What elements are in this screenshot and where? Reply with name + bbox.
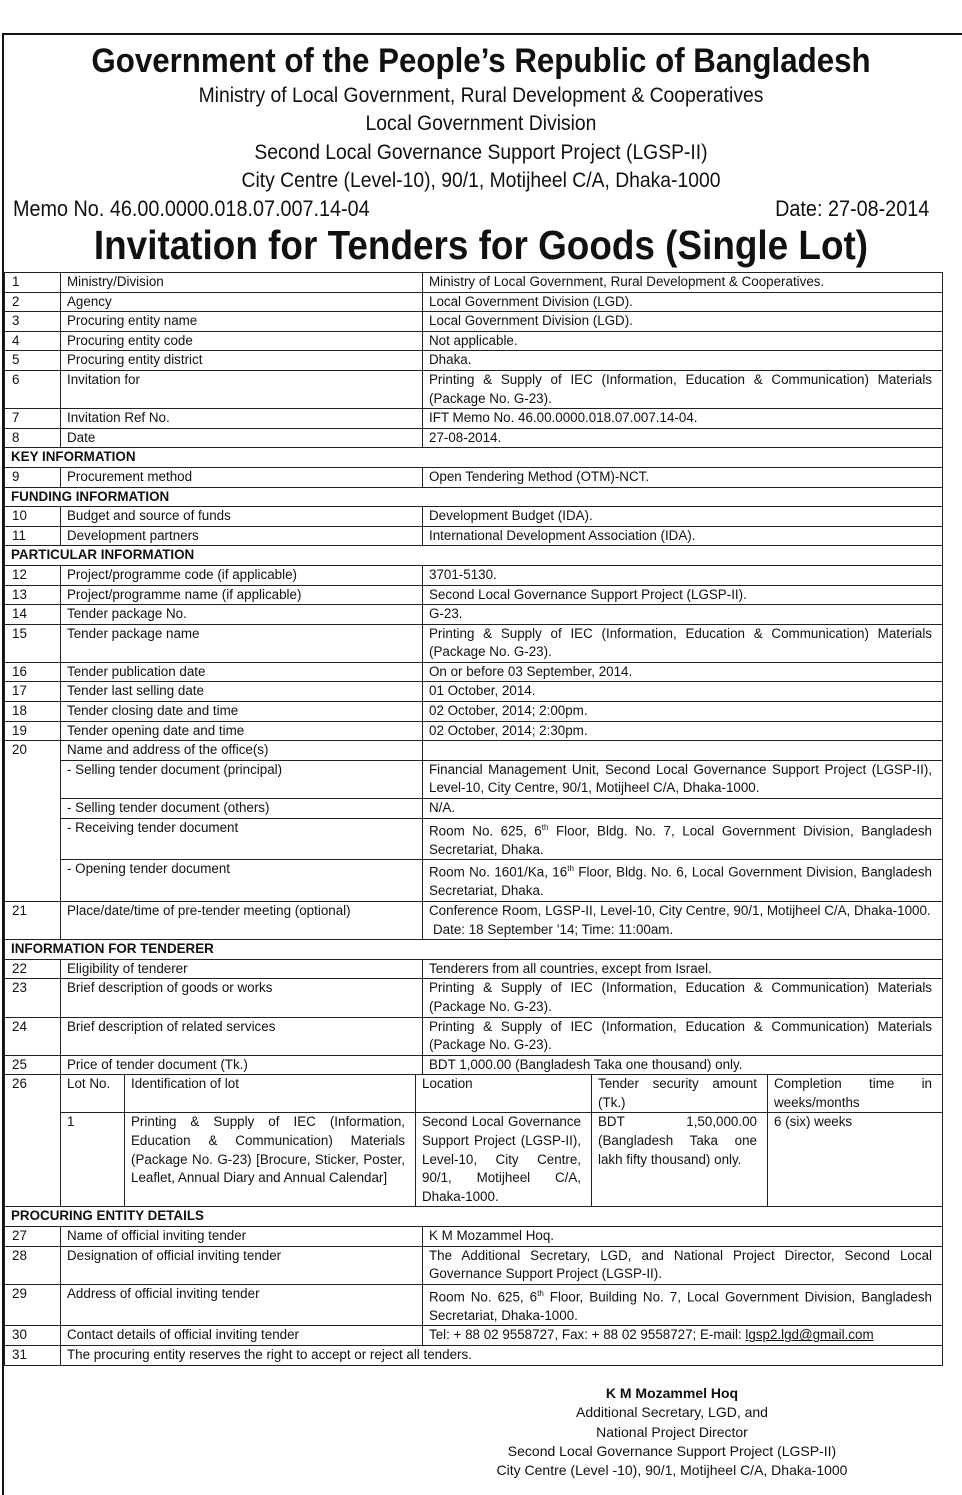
row-value: BDT 1,000.00 (Bangladesh Taka one thousand) only.: [423, 1055, 943, 1075]
table-row: [5, 409, 943, 429]
value-text: Floor, Building No. 7, Local Government Division, Bangladesh Secretariat, Dhaka-1000.: [429, 1289, 932, 1323]
signatory-title: Additional Secretary, LGD, and: [576, 1404, 768, 1421]
lot-row: [5, 1075, 943, 1207]
table-row: [5, 959, 943, 979]
row-number: 12: [5, 565, 61, 585]
row-value: N/A.: [423, 799, 943, 819]
row-number: 6: [5, 370, 61, 408]
table-row: [5, 682, 943, 702]
row-label: Tender opening date and time: [61, 721, 423, 741]
row-label: Brief description of goods or works: [61, 979, 423, 1017]
row-value: Tenderers from all countries, except from Israel.: [423, 959, 943, 979]
section-row: [5, 546, 943, 566]
row-label: Contact details of official inviting tender: [61, 1326, 423, 1346]
row-number: 22: [5, 959, 61, 979]
table-row: [5, 901, 943, 939]
row-value: Dhaka.: [423, 351, 943, 371]
row-number: 25: [5, 1055, 61, 1075]
government-heading: Government of the People’s Republic of Bangladesh: [91, 42, 871, 80]
table-row: [5, 507, 943, 527]
table-row: [5, 273, 943, 293]
row-label: - Opening tender document: [61, 860, 423, 902]
row-number: 23: [5, 979, 61, 1017]
memo-number: Memo No. 46.00.0000.018.07.007.14-04: [13, 196, 370, 221]
superscript: th: [541, 822, 549, 832]
row-label: Invitation for: [61, 370, 423, 408]
table-row: [5, 1227, 943, 1247]
row-value: Development Budget (IDA).: [423, 507, 943, 527]
table-row: [5, 702, 943, 722]
table-row: [5, 818, 943, 860]
row-value: IFT Memo No. 46.00.0000.018.07.007.14-04.: [423, 409, 943, 429]
lot-number: 1: [67, 1114, 75, 1130]
row-number: [5, 860, 61, 902]
lot-security-amount: BDT 1,50,000.00 (Bangladesh Taka one lakh fifty thousand) only.: [591, 1113, 767, 1206]
row-label: Address of official inviting tender: [61, 1284, 423, 1326]
row-label: Tender publication date: [61, 662, 423, 682]
row-label: - Selling tender document (principal): [61, 760, 423, 798]
ministry-line: Ministry of Local Government, Rural Development & Cooperatives: [198, 84, 764, 107]
row-number: 18: [5, 702, 61, 722]
table-row: [5, 760, 943, 798]
table-row: [5, 312, 943, 332]
page-title: Invitation for Tenders for Goods (Single Lot): [93, 222, 869, 268]
table-row: [5, 624, 943, 662]
email-link[interactable]: lgsp2.lgd@gmail.com: [745, 1327, 874, 1343]
table-row: [5, 799, 943, 819]
lot-table: [61, 1075, 943, 1207]
value-text: Tel: + 88 02 9558727, Fax: + 88 02 9558727; E-mail:: [429, 1327, 746, 1343]
signatory-project: Second Local Governance Support Project (LGSP-II): [507, 1442, 837, 1459]
row-label: Designation of official inviting tender: [61, 1246, 423, 1284]
lot-header-security: Tender security amount (Tk.): [591, 1075, 767, 1113]
signature-block: [382, 1384, 962, 1480]
row-number: 17: [5, 682, 61, 702]
row-label: Procuring entity code: [61, 331, 423, 351]
row-value: 27-08-2014.: [423, 428, 943, 448]
row-label: Procuring entity district: [61, 351, 423, 371]
row-number: 26: [5, 1075, 61, 1207]
table-row: [5, 860, 943, 902]
row-number: 11: [5, 526, 61, 546]
row-label: Invitation Ref No.: [61, 409, 423, 429]
row-label: - Selling tender document (others): [61, 799, 423, 819]
row-value: On or before 03 September, 2014.: [423, 662, 943, 682]
row-number: 28: [5, 1246, 61, 1284]
row-value: Printing & Supply of IEC (Information, Education & Communication) Materials (Package No. G-23).: [423, 624, 943, 662]
value-text: Floor, Bldg. No. 6, Local Government Division, Bangladesh Secretariat, Dhaka.: [429, 864, 932, 899]
lot-header-completion: Completion time in weeks/months: [767, 1075, 942, 1113]
tender-table: [4, 272, 943, 1366]
row-value: [423, 1326, 943, 1346]
section-particular-information: PARTICULAR INFORMATION: [5, 546, 943, 566]
table-row: [5, 292, 943, 312]
row-label: - Receiving tender document: [61, 818, 423, 860]
address-line: City Centre (Level-10), 90/1, Motijheel C/A, Dhaka-1000: [241, 169, 721, 192]
section-row: [5, 940, 943, 960]
lot-header: [61, 1075, 942, 1113]
row-number: 27: [5, 1227, 61, 1247]
section-row: [5, 487, 943, 507]
superscript: th: [537, 1288, 544, 1298]
lot-body: [61, 1113, 942, 1206]
row-label: Tender package name: [61, 624, 423, 662]
signatory-address: City Centre (Level -10), 90/1, Motijheel C/A, Dhaka-1000: [496, 1462, 848, 1479]
row-value: The Additional Secretary, LGD, and National Project Director, Second Local Governance Support Project (LGSP-II).: [423, 1246, 943, 1284]
row-number: 8: [5, 428, 61, 448]
value-text: Date: 18 September ’14; Time: 11:00am.: [433, 921, 674, 937]
row-label: Name of official inviting tender: [61, 1227, 423, 1247]
section-information-for-tenderer: INFORMATION FOR TENDERER: [5, 940, 943, 960]
row-number: 30: [5, 1326, 61, 1346]
row-value: Second Local Governance Support Project (LGSP-II).: [423, 585, 943, 605]
signatory-name: K M Mozammel Hoq: [605, 1385, 739, 1401]
row-value: Local Government Division (LGD).: [423, 312, 943, 332]
division-line: Local Government Division: [365, 112, 597, 135]
table-row: [5, 1326, 943, 1346]
row-label: Budget and source of funds: [61, 507, 423, 527]
lot-header-lot-no: Lot No.: [61, 1075, 124, 1113]
section-procuring-entity-details: PROCURING ENTITY DETAILS: [5, 1207, 943, 1227]
value-text: Room No. 625, 6: [429, 1289, 538, 1305]
table-row: [5, 1246, 943, 1284]
row-number: 10: [5, 507, 61, 527]
section-row: [5, 448, 943, 468]
row-value: Local Government Division (LGD).: [423, 292, 943, 312]
section-row: [5, 1207, 943, 1227]
row-value: K M Mozammel Hoq.: [423, 1227, 943, 1247]
row-value: [423, 901, 943, 939]
row-number: 1: [5, 273, 61, 293]
row-label: Date: [61, 428, 423, 448]
table-row: [5, 351, 943, 371]
value-text: Room No. 625, 6: [429, 823, 542, 839]
table-row: [5, 467, 943, 487]
row-value: 01 October, 2014.: [423, 682, 943, 702]
row-value: International Development Association (IDA).: [423, 526, 943, 546]
row-value: Printing & Supply of IEC (Information, Education & Communication) Materials (Package No. G-23).: [423, 1017, 943, 1055]
row-value: 3701-5130.: [423, 565, 943, 585]
table-row: [5, 331, 943, 351]
table-row: [5, 979, 943, 1017]
row-number: 3: [5, 312, 61, 332]
row-number: 9: [5, 467, 61, 487]
value-text: Room No. 1601/Ka, 16: [429, 864, 568, 880]
superscript: th: [567, 864, 574, 874]
row-value: Printing & Supply of IEC (Information, Education & Communication) Materials (Package No. G-23).: [423, 979, 943, 1017]
row-number: 21: [5, 901, 61, 939]
lot-header-location: Location: [415, 1075, 591, 1113]
row-number: 2: [5, 292, 61, 312]
row-number: 20: [5, 741, 61, 761]
row-label: Price of tender document (Tk.): [61, 1055, 423, 1075]
table-row: [5, 741, 943, 761]
table-row: [5, 565, 943, 585]
table-row: [5, 1017, 943, 1055]
row-label: Tender last selling date: [61, 682, 423, 702]
row-number: [5, 818, 61, 860]
row-label: The procuring entity reserves the right to accept or reject all tenders.: [61, 1346, 943, 1366]
row-label: Project/programme name (if applicable): [61, 585, 423, 605]
row-number: 7: [5, 409, 61, 429]
row-label: Eligibility of tenderer: [61, 959, 423, 979]
row-label: Tender package No.: [61, 605, 423, 625]
lot-location: Second Local Governance Support Project (LGSP-II), Level-10, City Centre, 90/1, Motijheel C/A, Dhaka-1000.: [415, 1113, 591, 1206]
table-row: [5, 721, 943, 741]
row-value: Ministry of Local Government, Rural Development & Cooperatives.: [423, 273, 943, 293]
row-label: Ministry/Division: [61, 273, 423, 293]
row-number: 31: [5, 1346, 61, 1366]
section-funding-information: FUNDING INFORMATION: [5, 487, 943, 507]
row-label: Agency: [61, 292, 423, 312]
row-value: [423, 818, 943, 860]
table-row: [5, 526, 943, 546]
row-label: Place/date/time of pre-tender meeting (optional): [61, 901, 423, 939]
row-number: 13: [5, 585, 61, 605]
row-value: Financial Management Unit, Second Local Governance Support Project (LGSP-II), Level-10, City Centre, 90/1, Motijheel C/A, Dhaka-1000.: [423, 760, 943, 798]
row-value: [423, 860, 943, 902]
lot-header-identification: Identification of lot: [124, 1075, 415, 1113]
row-value: [423, 1284, 943, 1326]
row-number: [5, 760, 61, 798]
value-text: Floor, Bldg. No. 7, Local Government Division, Bangladesh Secretariat, Dhaka.: [429, 823, 932, 857]
row-number: 5: [5, 351, 61, 371]
row-label: Name and address of the office(s): [61, 741, 423, 761]
row-number: 29: [5, 1284, 61, 1326]
row-label: Procuring entity name: [61, 312, 423, 332]
row-value: 02 October, 2014; 2:30pm.: [423, 721, 943, 741]
table-row: [5, 1055, 943, 1075]
row-number: 24: [5, 1017, 61, 1055]
table-row: [5, 585, 943, 605]
row-number: 4: [5, 331, 61, 351]
lot-completion-time: 6 (six) weeks: [767, 1113, 942, 1206]
memo-date: Date: 27-08-2014: [774, 196, 929, 221]
row-label: Brief description of related services: [61, 1017, 423, 1055]
row-value: Printing & Supply of IEC (Information, Education & Communication) Materials (Package No. G-23).: [423, 370, 943, 408]
project-line: Second Local Governance Support Project (LGSP-II): [254, 141, 708, 164]
row-number: [5, 799, 61, 819]
table-row: [5, 1346, 943, 1366]
row-number: 19: [5, 721, 61, 741]
row-label: Tender closing date and time: [61, 702, 423, 722]
table-row: [5, 662, 943, 682]
table-row: [5, 1284, 943, 1326]
row-value: Not applicable.: [423, 331, 943, 351]
row-number: 15: [5, 624, 61, 662]
table-row: [5, 605, 943, 625]
row-label: Project/programme code (if applicable): [61, 565, 423, 585]
table-row: [5, 370, 943, 408]
row-value: Open Tendering Method (OTM)-NCT.: [423, 467, 943, 487]
row-value: [423, 741, 943, 761]
row-label: Procurement method: [61, 467, 423, 487]
row-value: 02 October, 2014; 2:00pm.: [423, 702, 943, 722]
lot-identification: Printing & Supply of IEC (Information, Education & Communication) Materials (Package No. G-23) [Brocure, Sticker, Poster, Leaflet, Annual Diary and Annual Calendar]: [124, 1113, 415, 1206]
section-key-information: KEY INFORMATION: [5, 448, 943, 468]
signatory-title: National Project Director: [596, 1423, 748, 1440]
value-text: Conference Room, LGSP-II, Level-10, City Centre, 90/1, Motijheel C/A, Dhaka-1000.: [429, 902, 931, 918]
row-label: Development partners: [61, 526, 423, 546]
table-row: [5, 428, 943, 448]
row-number: 16: [5, 662, 61, 682]
row-value: G-23.: [423, 605, 943, 625]
row-number: 14: [5, 605, 61, 625]
